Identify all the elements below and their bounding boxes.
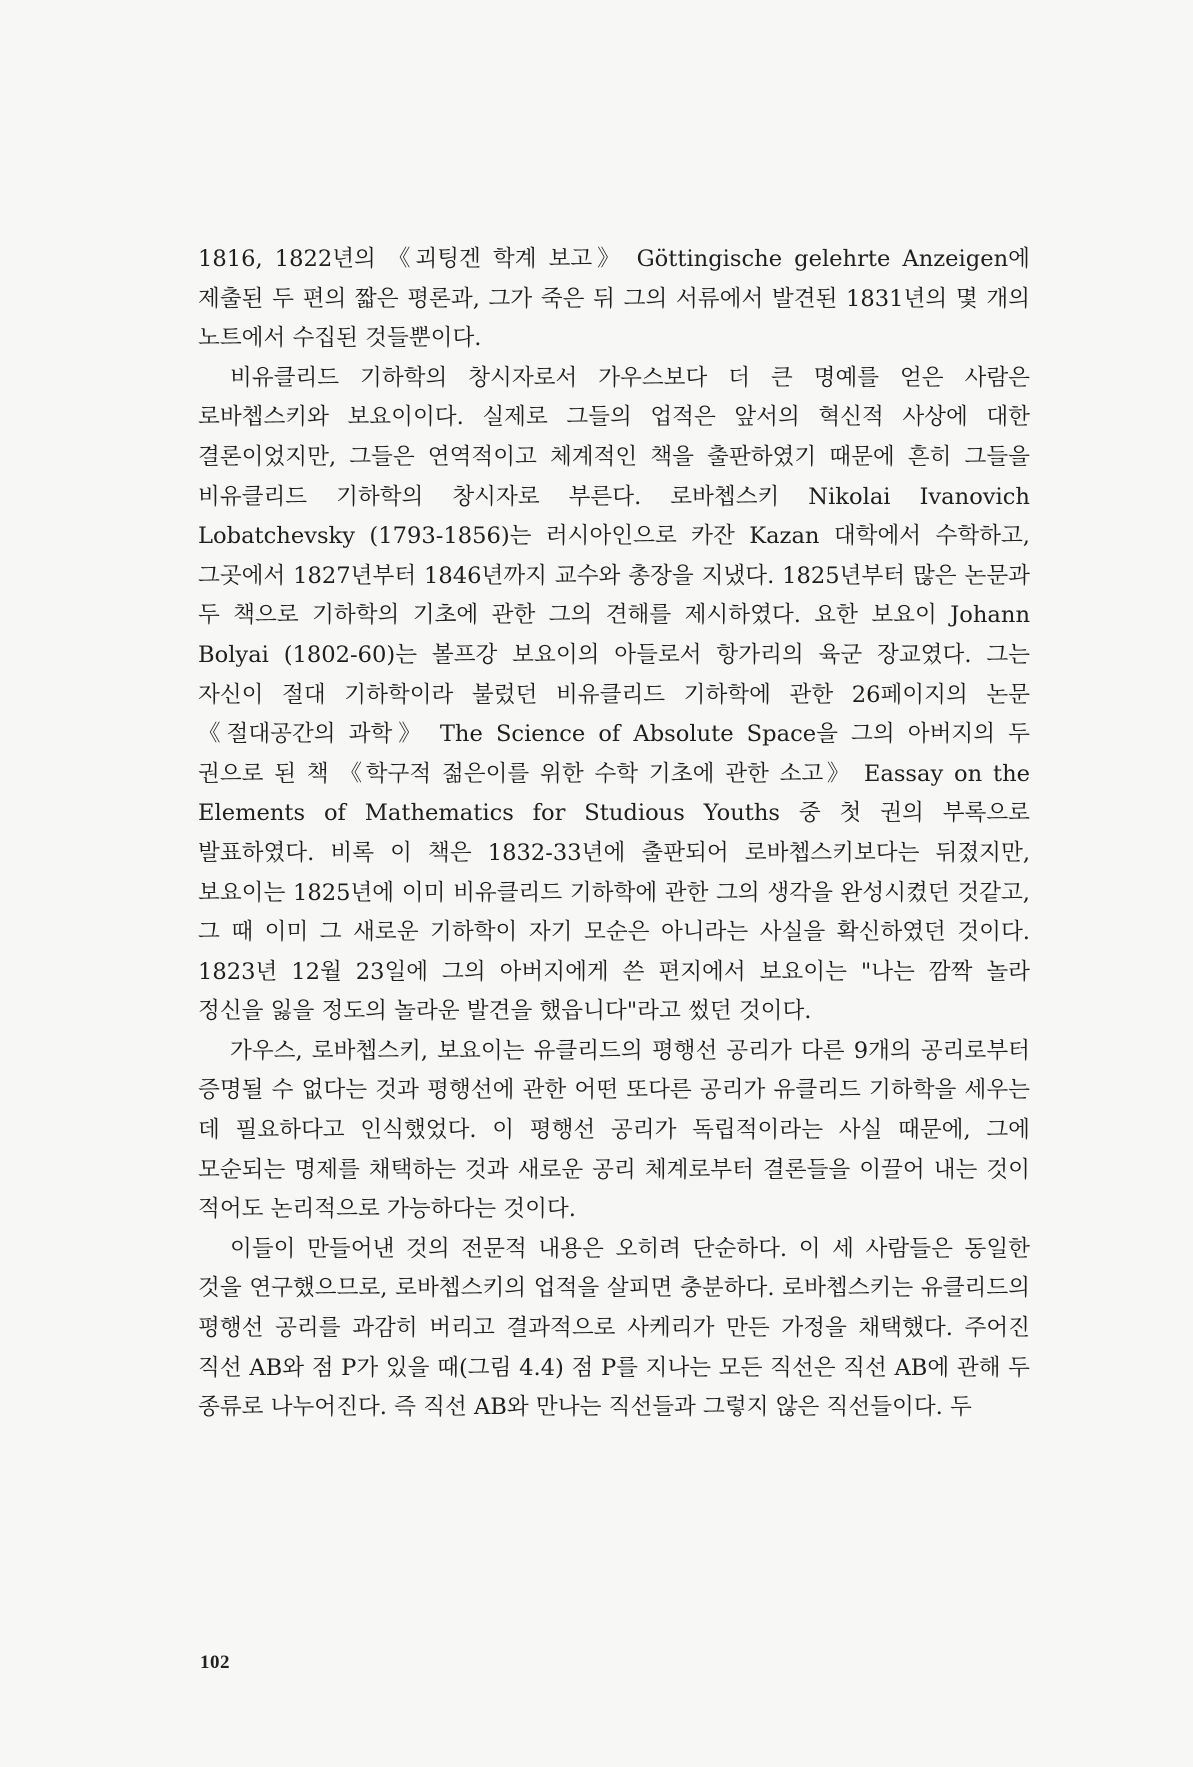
paragraph-1: 1816, 1822년의 《괴팅겐 학계 보고》 Göttingische gelehrte Anzeigen에 제출된 두 편의 짧은 평론과, 그가 죽은 뒤 그의 서류에서 발견된 1831년의 몇 개의 노트에서 수집된 것들뿐이다. bbox=[198, 246, 1030, 352]
page-number: 102 bbox=[200, 1652, 230, 1673]
paragraph-4: 이들이 만들어낸 것의 전문적 내용은 오히려 단순하다. 이 세 사람들은 동일한 것을 연구했으므로, 로바쳅스키의 업적을 살피면 충분하다. 로바쳅스키는 유클리드의 평행선 공리를 과감히 버리고 결과적으로 사케리가 만든 가정을 채택했다. 주어진 직선 AB와 점 P가 있을 때(그림 4.4) 점 P를 지나는 모든 직선은 직선 AB에 관해 두 종류로 나누어진다. 즉 직선 AB와 만나는 직선들과 그렇지 않은 직선들이다. 두 bbox=[198, 1235, 1030, 1421]
paragraph-2: 비유클리드 기하학의 창시자로서 가우스보다 더 큰 명예를 얻은 사람은 로바쳅스키와 보요이이다. 실제로 그들의 업적은 앞서의 혁신적 사상에 대한 결론이었지만, 그들은 연역적이고 체계적인 책을 출판하였기 때문에 흔히 그들을 비유클리드 기하학의 창시자로 부른다. 로바쳅스키 Nikolai Ivanovich Lobatchevsky (1793-1856)는 러시아인으로 카잔 Kazan 대학에서 수학하고, 그곳에서 1827년부터 1846년까지 교수와 총장을 지냈다. 1825년부터 많은 논문과 두 책으로 기하학의 기초에 관한 그의 견해를 제시하였다. 요한 보요이 Johann Bolyai (1802-60)는 볼프강 보요이의 아들로서 항가리의 육군 장교였다. 그는 자신이 절대 기하학이라 불렀던 비유클리드 기하학에 관한 26페이지의 논문 《절대공간의 과학》 The Science of Absolute Space을 그의 아버지의 두 권으로 된 책 《학구적 젊은이를 위한 수학 기초에 관한 소고》 Eassay on the Elements of Mathematics for Studious Youths 중 첫 권의 부록으로 발표하였다. 비록 이 책은 1832-33년에 출판되어 로바쳅스키보다는 뒤졌지만, 보요이는 1825년에 이미 비유클리드 기하학에 관한 그의 생각을 완성시켰던 것같고, 그 때 이미 그 새로운 기하학이 자기 모순은 아니라는 사실을 확신하였던 것이다. 1823년 12월 23일에 그의 아버지에게 쓴 편지에서 보요이는 "나는 깜짝 놀라 정신을 잃을 정도의 놀라운 발견을 했읍니다"라고 썼던 것이다. bbox=[198, 364, 1030, 1025]
paragraph-3: 가우스, 로바쳅스키, 보요이는 유클리드의 평행선 공리가 다른 9개의 공리로부터 증명될 수 없다는 것과 평행선에 관한 어떤 또다른 공리가 유클리드 기하학을 세우는 데 필요하다고 인식했었다. 이 평행선 공리가 독립적이라는 사실 때문에, 그에 모순되는 명제를 채택하는 것과 새로운 공리 체계로부터 결론들을 이끌어 내는 것이 적어도 논리적으로 가능하다는 것이다. bbox=[198, 1037, 1030, 1223]
body-text bbox=[198, 240, 1030, 1428]
